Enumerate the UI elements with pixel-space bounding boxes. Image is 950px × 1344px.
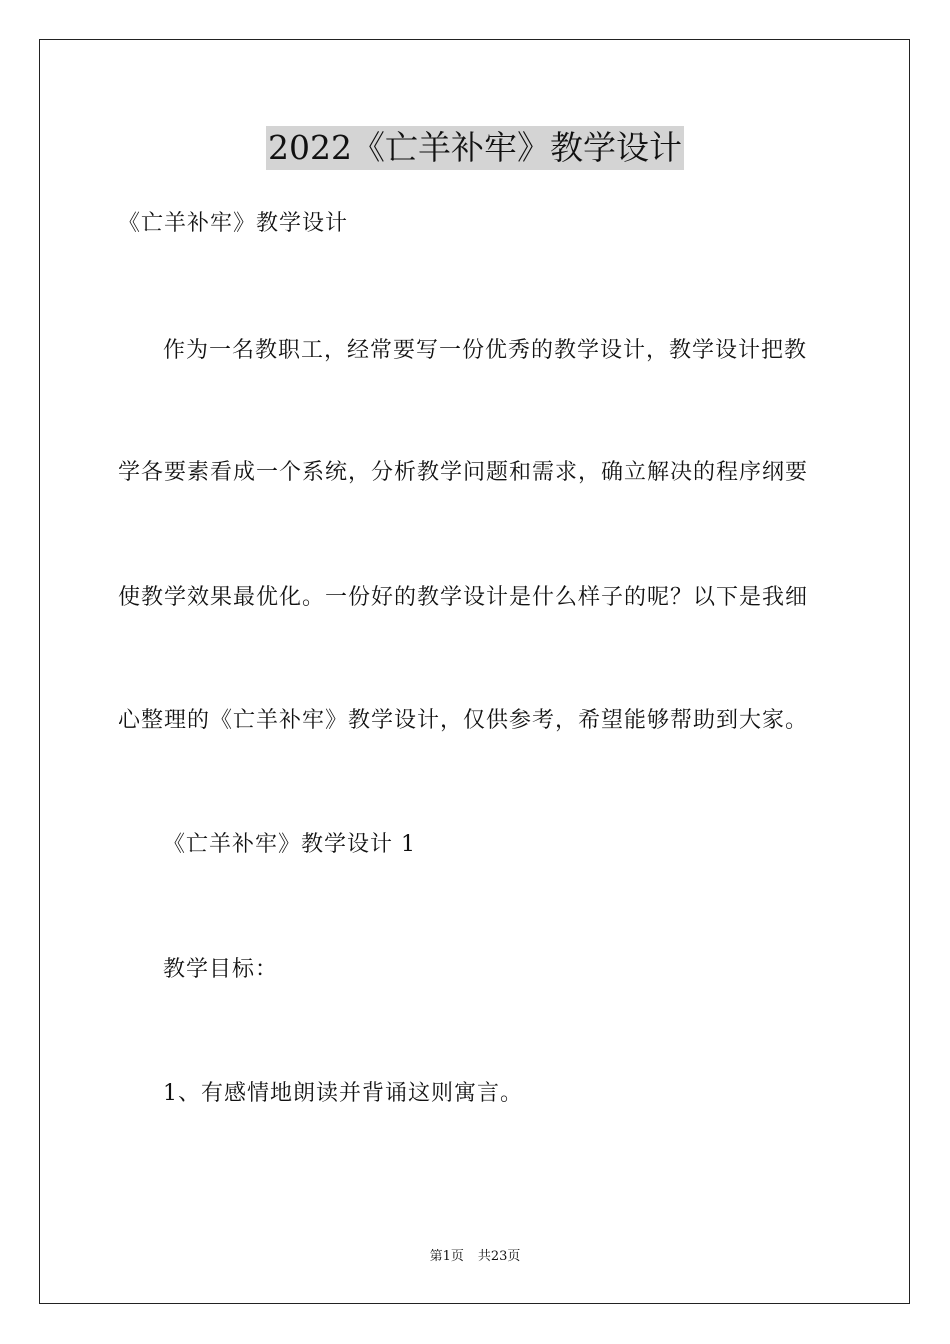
document-subtitle: 《亡羊补牢》教学设计 — [118, 211, 349, 236]
section-heading: 《亡羊补牢》教学设计 1 — [163, 832, 416, 857]
title-container — [0, 126, 950, 170]
document-title: 2022《亡羊补牢》教学设计 — [266, 126, 684, 170]
intro-line-4: 心整理的《亡羊补牢》教学设计，仅供参考，希望能够帮助到大家。 — [118, 708, 809, 733]
goals-label: 教学目标： — [163, 957, 279, 982]
page-footer — [0, 1248, 950, 1266]
intro-line-2: 学各要素看成一个系统，分析教学问题和需求，确立解决的程序纲要 — [118, 460, 809, 485]
intro-line-3: 使教学效果最优化。一份好的教学设计是什么样子的呢？以下是我细 — [118, 585, 809, 610]
intro-line-1: 作为一名教职工，经常要写一份优秀的教学设计，教学设计把教 — [163, 338, 808, 363]
goal-item-1: 1、有感情地朗读并背诵这则寓言。 — [163, 1081, 523, 1106]
page-number: 第1页 — [429, 1249, 464, 1264]
page-total: 共23页 — [477, 1249, 521, 1264]
